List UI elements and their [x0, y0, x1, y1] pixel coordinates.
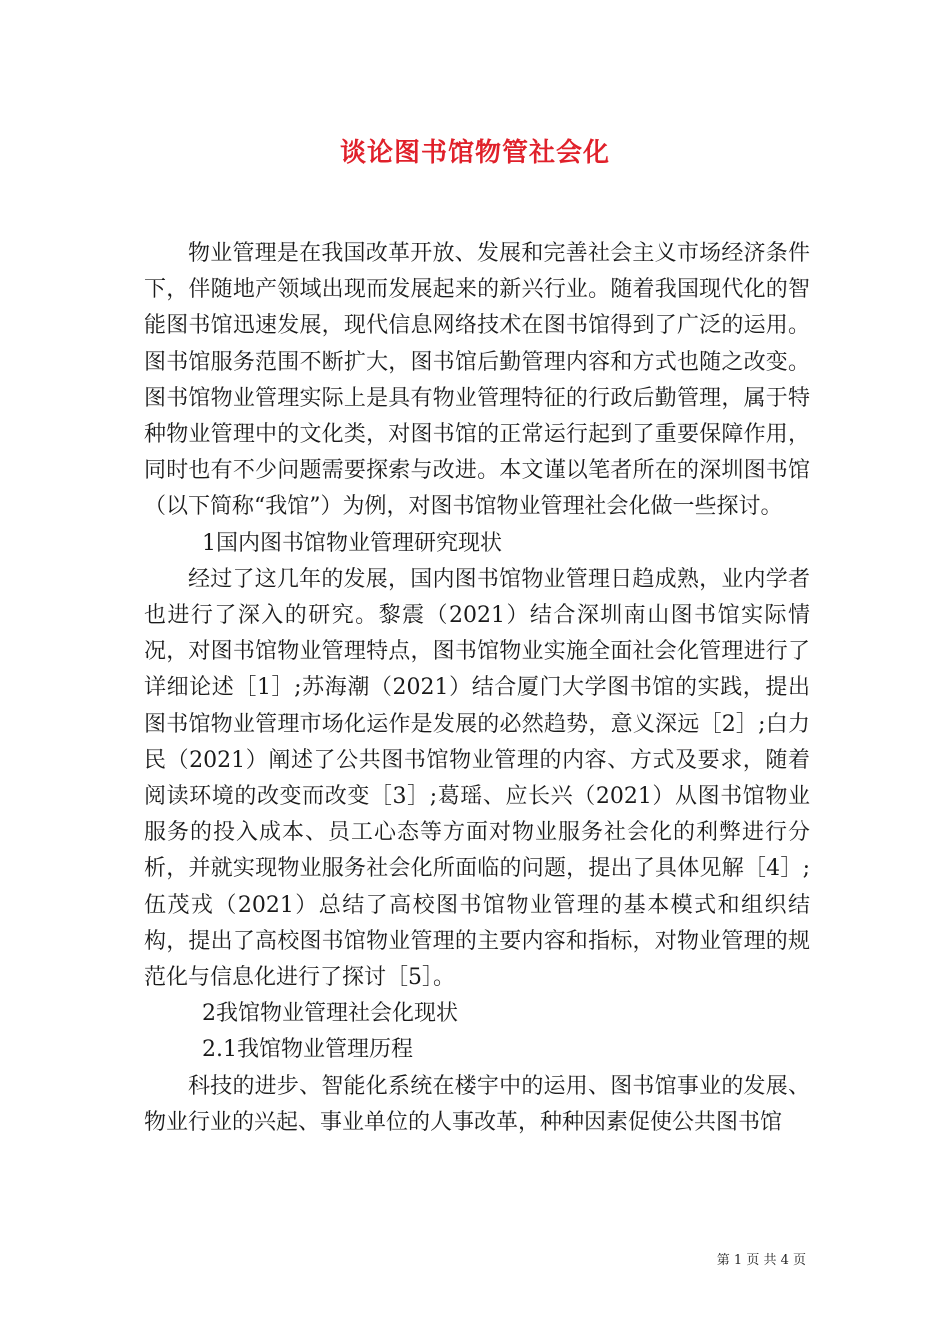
- subsection-heading: 2.1我馆物业管理历程: [202, 1037, 413, 1063]
- paragraph: 经过了这几年的发展，国内图书馆物业管理日趋成熟，业内学者也进行了深入的研究。黎震（2021）结合深圳南山图书馆实际情况，对图书馆物业管理特点，图书馆物业实施全面社会化管理进行了详细论述［1］;苏海潮（2021）结合厦门大学图书馆的实践，提出图书馆物业管理市场化运作是发展的必然趋势，意义深远［2］;白力民（2021）阐述了公共图书馆物业管理的内容、方式及要求，随着阅读环境的改变而改变［3］;葛瑶、应长兴（2021）从图书馆物业服务的投入成本、员工心态等方面对物业服务社会化的利弊进行分析，并就实现物业服务社会化所面临的问题，提出了具体见解［4］;伍茂戎（2021）总结了高校图书馆物业管理的基本模式和组织结构，提出了高校图书馆物业管理的主要内容和指标，对物业管理的规范化与信息化进行了探讨［5］。: [144, 566, 810, 991]
- document-title: 谈论图书馆物管社会化: [339, 138, 610, 168]
- section-heading: 1国内图书馆物业管理研究现状: [202, 530, 502, 556]
- paragraph: 物业管理是在我国改革开放、发展和完善社会主义市场经济条件下，伴随地产领域出现而发展起来的新兴行业。随着我国现代化的智能图书馆迅速发展，现代信息网络技术在图书馆得到了广泛的运用。图书馆服务范围不断扩大，图书馆后勤管理内容和方式也随之改变。图书馆物业管理实际上是具有物业管理特征的行政后勤管理，属于特种物业管理中的文化类，对图书馆的正常运行起到了重要保障作用，同时也有不少问题需要探索与改进。本文谨以笔者所在的深圳图书馆（以下简称“我馆”）为例，对图书馆物业管理社会化做一些探讨。: [144, 241, 810, 520]
- paragraph: 科技的进步、智能化系统在楼宇中的运用、图书馆事业的发展、物业行业的兴起、事业单位的人事改革，种种因素促使公共图书馆: [144, 1073, 810, 1135]
- section-heading: 2我馆物业管理社会化现状: [202, 1001, 458, 1027]
- page-number: 第 1 页 共 4 页: [716, 1253, 806, 1268]
- document-body: [144, 236, 810, 1141]
